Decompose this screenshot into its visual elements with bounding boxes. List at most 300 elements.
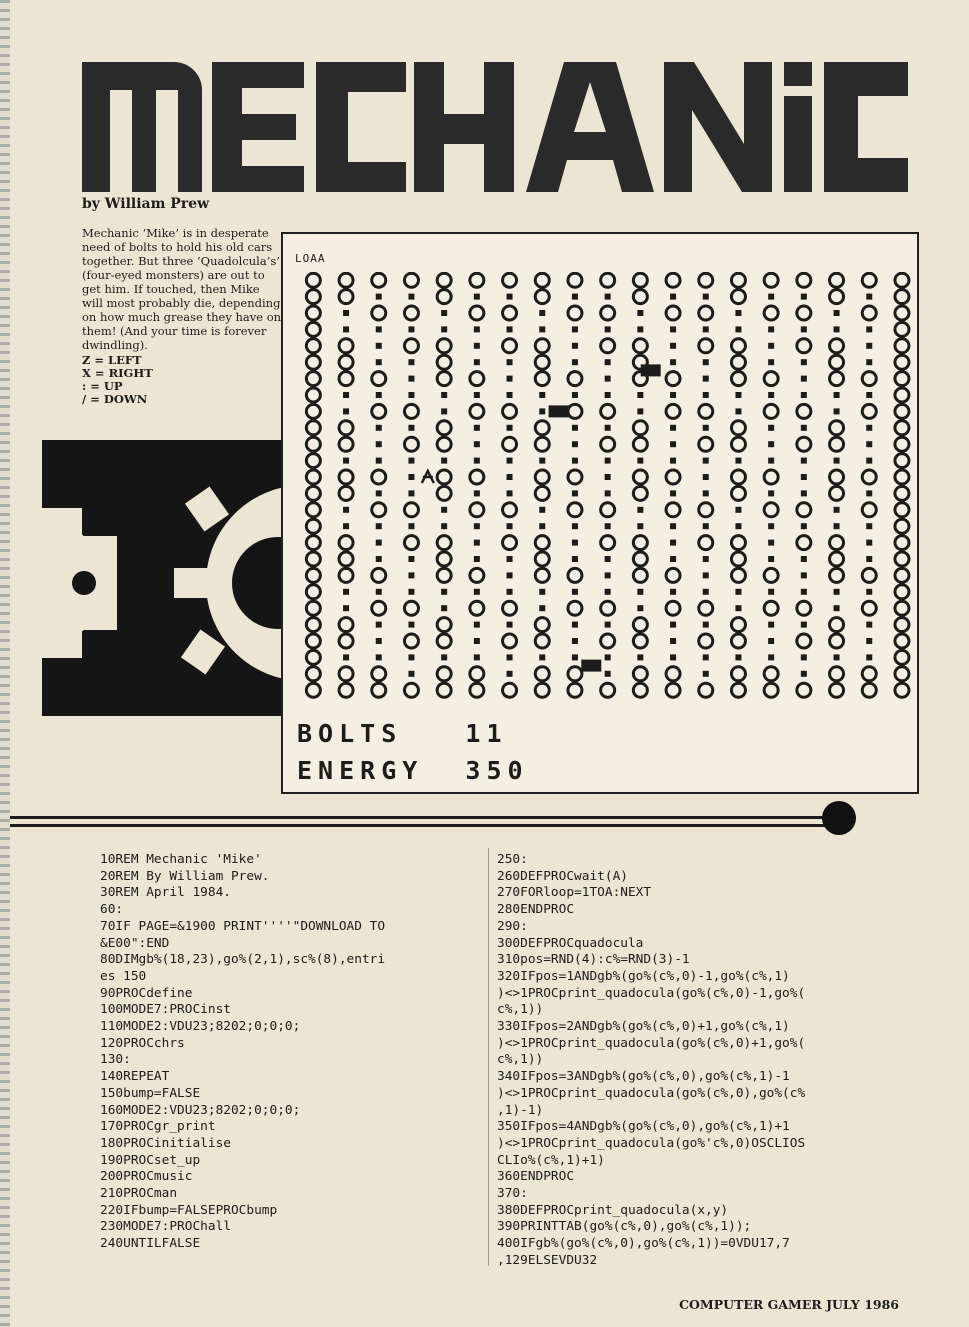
maze-wall-tile bbox=[601, 503, 615, 517]
maze-wall-tile bbox=[731, 355, 745, 369]
bolt-dot bbox=[441, 507, 447, 513]
code-line: 400IFgb%(go%(c%,0),go%(c%,1))=0VDU17,7 bbox=[497, 1236, 790, 1252]
bolt-dot bbox=[768, 556, 774, 562]
bolt-dot bbox=[703, 622, 709, 628]
maze-wall-tile bbox=[404, 536, 418, 550]
bolt-dot bbox=[572, 294, 578, 300]
bolt-dot bbox=[834, 408, 840, 414]
maze-wall-tile bbox=[601, 634, 615, 648]
maze-wall-tile bbox=[862, 372, 876, 386]
bolt-dot bbox=[408, 458, 414, 464]
bolt-dot bbox=[343, 392, 349, 398]
bolt-dot bbox=[343, 523, 349, 529]
maze-wall-tile bbox=[797, 683, 811, 697]
maze-wall-tile bbox=[470, 601, 484, 615]
code-line: 200PROCmusic bbox=[100, 1169, 193, 1185]
bolt-dot bbox=[703, 474, 709, 480]
maze-wall-tile bbox=[862, 470, 876, 484]
maze-wall-tile bbox=[666, 470, 680, 484]
maze-wall-tile bbox=[503, 683, 517, 697]
bolt-dot bbox=[605, 572, 611, 578]
maze-wall-tile bbox=[830, 683, 844, 697]
maze-wall-tile bbox=[339, 486, 353, 500]
quadocula-sprite bbox=[549, 405, 569, 417]
maze-wall-tile bbox=[862, 404, 876, 418]
maze-wall-tile bbox=[699, 503, 713, 517]
code-line: &E00":END bbox=[100, 935, 170, 951]
maze-wall-tile bbox=[470, 470, 484, 484]
maze-wall-tile bbox=[699, 601, 713, 615]
maze-wall-tile bbox=[437, 486, 451, 500]
maze-wall-tile bbox=[339, 568, 353, 582]
bolt-dot bbox=[441, 523, 447, 529]
maze-wall-tile bbox=[535, 470, 549, 484]
code-line: 150bump=FALSE bbox=[100, 1085, 201, 1101]
maze-wall-tile bbox=[764, 667, 778, 681]
maze-wall-tile bbox=[306, 667, 320, 681]
control-up: : = UP bbox=[82, 379, 123, 393]
maze-wall-tile bbox=[895, 339, 909, 353]
maze-wall-tile bbox=[568, 273, 582, 287]
maze-wall-tile bbox=[372, 601, 386, 615]
bolt-dot bbox=[507, 392, 513, 398]
maze-wall-tile bbox=[535, 372, 549, 386]
maze-wall-tile bbox=[470, 404, 484, 418]
maze-wall-tile bbox=[895, 372, 909, 386]
maze-wall-tile bbox=[895, 306, 909, 320]
maze-wall-tile bbox=[797, 536, 811, 550]
maze-wall-tile bbox=[895, 568, 909, 582]
bolt-dot bbox=[866, 458, 872, 464]
bolt-dot bbox=[572, 343, 578, 349]
maze-wall-tile bbox=[372, 273, 386, 287]
bolt-dot bbox=[376, 540, 382, 546]
bolt-dot bbox=[474, 441, 480, 447]
maze-wall-tile bbox=[764, 404, 778, 418]
bolt-dot bbox=[343, 589, 349, 595]
maze-wall-tile bbox=[895, 601, 909, 615]
bolt-dot bbox=[670, 523, 676, 529]
maze-wall-tile bbox=[862, 667, 876, 681]
energy-value: 350 bbox=[465, 756, 529, 785]
maze-wall-tile bbox=[895, 437, 909, 451]
bolt-dot bbox=[801, 376, 807, 382]
maze-wall-tile bbox=[306, 306, 320, 320]
bolt-dot bbox=[866, 523, 872, 529]
bolt-dot bbox=[670, 654, 676, 660]
bolt-dot bbox=[801, 589, 807, 595]
code-line: )<>1PROCprint_quadocula(go%(c%,0)+1,go%( bbox=[497, 1035, 806, 1051]
bolt-dot bbox=[474, 654, 480, 660]
maze-wall-tile bbox=[633, 290, 647, 304]
maze-wall-tile bbox=[666, 372, 680, 386]
maze-wall-tile bbox=[437, 290, 451, 304]
maze-wall-tile bbox=[306, 585, 320, 599]
quadocula-sprite bbox=[641, 364, 661, 376]
bolt-dot bbox=[801, 671, 807, 677]
intro-text bbox=[82, 226, 282, 406]
maze-wall-tile bbox=[633, 683, 647, 697]
quadocula-sprite bbox=[581, 660, 601, 672]
maze-wall-tile bbox=[797, 306, 811, 320]
maze-wall-tile bbox=[830, 667, 844, 681]
maze-wall-tile bbox=[503, 503, 517, 517]
maze-wall-tile bbox=[731, 552, 745, 566]
code-line: 30REM April 1984. bbox=[100, 885, 231, 901]
bolt-dot bbox=[834, 589, 840, 595]
maze-wall-tile bbox=[797, 601, 811, 615]
bolt-dot bbox=[474, 326, 480, 332]
bolt-dot bbox=[539, 589, 545, 595]
maze-wall-tile bbox=[339, 355, 353, 369]
maze-wall-tile bbox=[568, 404, 582, 418]
code-line: 210PROCman bbox=[100, 1186, 178, 1202]
maze-wall-tile bbox=[895, 552, 909, 566]
maze-wall-tile bbox=[666, 601, 680, 615]
bolt-dot bbox=[735, 408, 741, 414]
maze-wall-tile bbox=[470, 683, 484, 697]
maze-wall-tile bbox=[437, 372, 451, 386]
maze-wall-tile bbox=[731, 470, 745, 484]
maze-wall-tile bbox=[895, 454, 909, 468]
bolt-dot bbox=[768, 654, 774, 660]
bolt-dot bbox=[441, 605, 447, 611]
bolt-dot bbox=[408, 359, 414, 365]
maze-wall-tile bbox=[731, 437, 745, 451]
maze-wall-tile bbox=[568, 601, 582, 615]
maze-wall-tile bbox=[797, 503, 811, 517]
bolt-dot bbox=[703, 572, 709, 578]
bolt-dot bbox=[637, 326, 643, 332]
bolt-dot bbox=[539, 326, 545, 332]
bolt-dot bbox=[637, 605, 643, 611]
bolt-dot bbox=[768, 589, 774, 595]
maze-wall-tile bbox=[535, 667, 549, 681]
maze-wall-tile bbox=[731, 339, 745, 353]
bolt-dot bbox=[376, 326, 382, 332]
bolt-dot bbox=[605, 425, 611, 431]
byline: by William Prew bbox=[82, 196, 210, 212]
maze-wall-tile bbox=[633, 421, 647, 435]
bolt-dot bbox=[572, 392, 578, 398]
bolt-dot bbox=[572, 556, 578, 562]
bolt-dot bbox=[703, 523, 709, 529]
maze-wall-tile bbox=[731, 683, 745, 697]
maze-wall-tile bbox=[764, 306, 778, 320]
maze-wall-tile bbox=[437, 421, 451, 435]
bolt-dot bbox=[408, 294, 414, 300]
bolt-dot bbox=[408, 523, 414, 529]
bolt-dot bbox=[408, 425, 414, 431]
bolt-dot bbox=[801, 392, 807, 398]
maze-wall-tile bbox=[895, 355, 909, 369]
game-top-label: LOAA bbox=[295, 252, 326, 265]
maze-wall-tile bbox=[699, 273, 713, 287]
maze-wall-tile bbox=[797, 634, 811, 648]
maze-wall-tile bbox=[535, 339, 549, 353]
maze-wall-tile bbox=[372, 667, 386, 681]
bolt-dot bbox=[507, 572, 513, 578]
bolt-dot bbox=[670, 359, 676, 365]
bolt-dot bbox=[703, 589, 709, 595]
maze-wall-tile bbox=[339, 683, 353, 697]
bolt-dot bbox=[474, 490, 480, 496]
code-line: 350IFpos=4ANDgb%(go%(c%,0),go%(c%,1)+1 bbox=[497, 1119, 790, 1135]
maze-wall-tile bbox=[895, 585, 909, 599]
bolt-dot bbox=[637, 589, 643, 595]
maze-wall-tile bbox=[862, 306, 876, 320]
bolt-dot bbox=[376, 392, 382, 398]
bolt-dot bbox=[408, 376, 414, 382]
maze-wall-tile bbox=[339, 552, 353, 566]
bolt-dot bbox=[866, 326, 872, 332]
bolt-dot bbox=[605, 392, 611, 398]
bolt-dot bbox=[703, 425, 709, 431]
bolt-dot bbox=[507, 490, 513, 496]
maze-wall-tile bbox=[372, 470, 386, 484]
bolt-dot bbox=[441, 326, 447, 332]
bolt-dot bbox=[408, 474, 414, 480]
maze-wall-tile bbox=[306, 372, 320, 386]
maze-wall-tile bbox=[568, 470, 582, 484]
maze-wall-tile bbox=[306, 650, 320, 664]
maze-wall-tile bbox=[306, 601, 320, 615]
bolt-dot bbox=[670, 425, 676, 431]
bolt-dot bbox=[670, 540, 676, 546]
bolt-dot bbox=[539, 523, 545, 529]
maze-wall-tile bbox=[830, 290, 844, 304]
maze-wall-tile bbox=[568, 372, 582, 386]
bolt-dot bbox=[572, 589, 578, 595]
maze-wall-tile bbox=[895, 536, 909, 550]
maze-wall-tile bbox=[306, 519, 320, 533]
maze-wall-tile bbox=[895, 618, 909, 632]
maze-wall-tile bbox=[699, 536, 713, 550]
bolt-dot bbox=[670, 326, 676, 332]
bolt-dot bbox=[768, 490, 774, 496]
bolt-dot bbox=[408, 654, 414, 660]
bolt-dot bbox=[605, 376, 611, 382]
maze-wall-tile bbox=[601, 437, 615, 451]
maze-wall-tile bbox=[535, 536, 549, 550]
bolt-dot bbox=[768, 523, 774, 529]
bolt-dot bbox=[376, 622, 382, 628]
bolt-dot bbox=[539, 507, 545, 513]
bolt-dot bbox=[834, 392, 840, 398]
bolt-dot bbox=[866, 654, 872, 660]
bolt-dot bbox=[441, 392, 447, 398]
code-line: 330IFpos=2ANDgb%(go%(c%,0)+1,go%(c%,1) bbox=[497, 1019, 790, 1035]
maze-wall-tile bbox=[339, 372, 353, 386]
code-line: 280ENDPROC bbox=[497, 902, 575, 918]
maze-wall-tile bbox=[830, 470, 844, 484]
bolt-dot bbox=[572, 523, 578, 529]
code-line: 250: bbox=[497, 852, 528, 867]
maze-wall-tile bbox=[633, 273, 647, 287]
maze-wall-tile bbox=[699, 306, 713, 320]
bolt-dot bbox=[572, 638, 578, 644]
bolt-dot bbox=[474, 523, 480, 529]
bolt-dot bbox=[376, 490, 382, 496]
maze-wall-tile bbox=[535, 683, 549, 697]
maze-wall-tile bbox=[699, 339, 713, 353]
bolt-dot bbox=[801, 474, 807, 480]
maze-wall-tile bbox=[895, 503, 909, 517]
bolt-dot bbox=[866, 392, 872, 398]
maze-wall-tile bbox=[666, 306, 680, 320]
bolt-dot bbox=[834, 605, 840, 611]
bolt-dot bbox=[801, 556, 807, 562]
code-line: 320IFpos=1ANDgb%(go%(c%,0)-1,go%(c%,1) bbox=[497, 968, 790, 984]
bolt-dot bbox=[408, 392, 414, 398]
maze-wall-tile bbox=[764, 601, 778, 615]
maze-wall-tile bbox=[306, 568, 320, 582]
bolt-dot bbox=[376, 359, 382, 365]
maze-wall-tile bbox=[404, 339, 418, 353]
bolt-dot bbox=[670, 392, 676, 398]
bolts-counter bbox=[297, 719, 508, 748]
maze-wall-tile bbox=[830, 552, 844, 566]
maze-wall-tile bbox=[437, 618, 451, 632]
bolt-dot bbox=[637, 523, 643, 529]
maze-wall-tile bbox=[731, 486, 745, 500]
maze-wall-tile bbox=[535, 290, 549, 304]
maze-wall-tile bbox=[437, 355, 451, 369]
maze-wall-tile bbox=[535, 421, 549, 435]
code-line: 310pos=RND(4):c%=RND(3)-1 bbox=[497, 952, 690, 968]
bolt-dot bbox=[441, 458, 447, 464]
maze-wall-tile bbox=[404, 306, 418, 320]
maze-wall-tile bbox=[306, 355, 320, 369]
maze-wall-tile bbox=[830, 372, 844, 386]
maze-wall-tile bbox=[306, 683, 320, 697]
maze-wall-tile bbox=[503, 273, 517, 287]
maze-wall-tile bbox=[404, 273, 418, 287]
maze-wall-tile bbox=[339, 290, 353, 304]
maze-wall-tile bbox=[666, 503, 680, 517]
maze-wall-tile bbox=[830, 273, 844, 287]
maze-wall-tile bbox=[372, 404, 386, 418]
maze-wall-tile bbox=[601, 536, 615, 550]
bolt-dot bbox=[670, 589, 676, 595]
game-screenshot bbox=[281, 232, 919, 794]
page-footer: COMPUTER GAMER JULY 1986 bbox=[679, 1297, 899, 1312]
maze-wall-tile bbox=[830, 437, 844, 451]
maze-wall-tile bbox=[895, 683, 909, 697]
bolt-dot bbox=[474, 589, 480, 595]
maze-wall-tile bbox=[731, 536, 745, 550]
bolt-dot bbox=[703, 392, 709, 398]
maze-wall-tile bbox=[339, 618, 353, 632]
bolt-dot bbox=[801, 654, 807, 660]
maze-wall-tile bbox=[535, 355, 549, 369]
bolt-dot bbox=[637, 507, 643, 513]
bolt-dot bbox=[768, 638, 774, 644]
bolt-dot bbox=[408, 326, 414, 332]
bolt-dot bbox=[605, 490, 611, 496]
bolt-dot bbox=[735, 523, 741, 529]
code-line: 190PROCset_up bbox=[100, 1152, 201, 1168]
code-line: 290: bbox=[497, 918, 528, 934]
bolt-dot bbox=[376, 425, 382, 431]
bolt-dot bbox=[768, 540, 774, 546]
maze-wall-tile bbox=[731, 372, 745, 386]
maze-wall-tile bbox=[830, 634, 844, 648]
maze-wall-tile bbox=[306, 322, 320, 336]
maze-wall-tile bbox=[633, 486, 647, 500]
maze-wall-tile bbox=[601, 601, 615, 615]
maze-wall-tile bbox=[666, 667, 680, 681]
maze-wall-tile bbox=[699, 634, 713, 648]
code-line: c%,1)) bbox=[497, 1002, 544, 1018]
divider-dot bbox=[822, 801, 856, 835]
maze-wall-tile bbox=[895, 486, 909, 500]
maze-wall-tile bbox=[404, 503, 418, 517]
code-line: es 150 bbox=[100, 968, 147, 984]
maze-wall-tile bbox=[339, 339, 353, 353]
bolt-dot bbox=[376, 654, 382, 660]
code-line: 130: bbox=[100, 1052, 131, 1068]
maze-wall-tile bbox=[862, 503, 876, 517]
bolt-dot bbox=[637, 408, 643, 414]
bolt-dot bbox=[605, 654, 611, 660]
maze-wall-tile bbox=[339, 536, 353, 550]
bolt-dot bbox=[507, 326, 513, 332]
bolt-dot bbox=[343, 507, 349, 513]
bolt-dot bbox=[572, 458, 578, 464]
bolt-dot bbox=[834, 458, 840, 464]
maze-wall-tile bbox=[535, 634, 549, 648]
bolt-dot bbox=[474, 556, 480, 562]
bolt-dot bbox=[507, 622, 513, 628]
maze-wall-tile bbox=[895, 388, 909, 402]
maze-wall-tile bbox=[830, 339, 844, 353]
bolt-dot bbox=[376, 589, 382, 595]
bolt-dot bbox=[605, 589, 611, 595]
listing-right-column bbox=[497, 852, 909, 1270]
mechanic-sprite bbox=[422, 471, 434, 483]
maze-wall-tile bbox=[437, 552, 451, 566]
bolt-dot bbox=[703, 556, 709, 562]
maze-wall-tile bbox=[764, 503, 778, 517]
maze-wall-tile bbox=[306, 470, 320, 484]
maze-wall-tile bbox=[470, 568, 484, 582]
maze-wall-tile bbox=[731, 667, 745, 681]
control-right: X = RIGHT bbox=[82, 366, 153, 380]
bolt-dot bbox=[605, 523, 611, 529]
bolt-dot bbox=[703, 490, 709, 496]
maze-wall-tile bbox=[731, 634, 745, 648]
bolt-dot bbox=[866, 556, 872, 562]
code-line: 300DEFPROCquadocula bbox=[497, 935, 644, 951]
code-line: 360ENDPROC bbox=[497, 1169, 575, 1185]
bolt-dot bbox=[801, 622, 807, 628]
bolt-dot bbox=[376, 523, 382, 529]
bolt-dot bbox=[735, 589, 741, 595]
bolt-dot bbox=[539, 310, 545, 316]
maze-wall-tile bbox=[862, 273, 876, 287]
maze-wall-tile bbox=[830, 486, 844, 500]
maze-wall-tile bbox=[830, 355, 844, 369]
maze-wall-tile bbox=[404, 683, 418, 697]
maze-wall-tile bbox=[764, 568, 778, 582]
maze-wall-tile bbox=[503, 437, 517, 451]
maze-wall-tile bbox=[437, 667, 451, 681]
maze-wall-tile bbox=[699, 683, 713, 697]
bolt-dot bbox=[703, 654, 709, 660]
bolt-dot bbox=[343, 458, 349, 464]
maze-wall-tile bbox=[764, 372, 778, 386]
